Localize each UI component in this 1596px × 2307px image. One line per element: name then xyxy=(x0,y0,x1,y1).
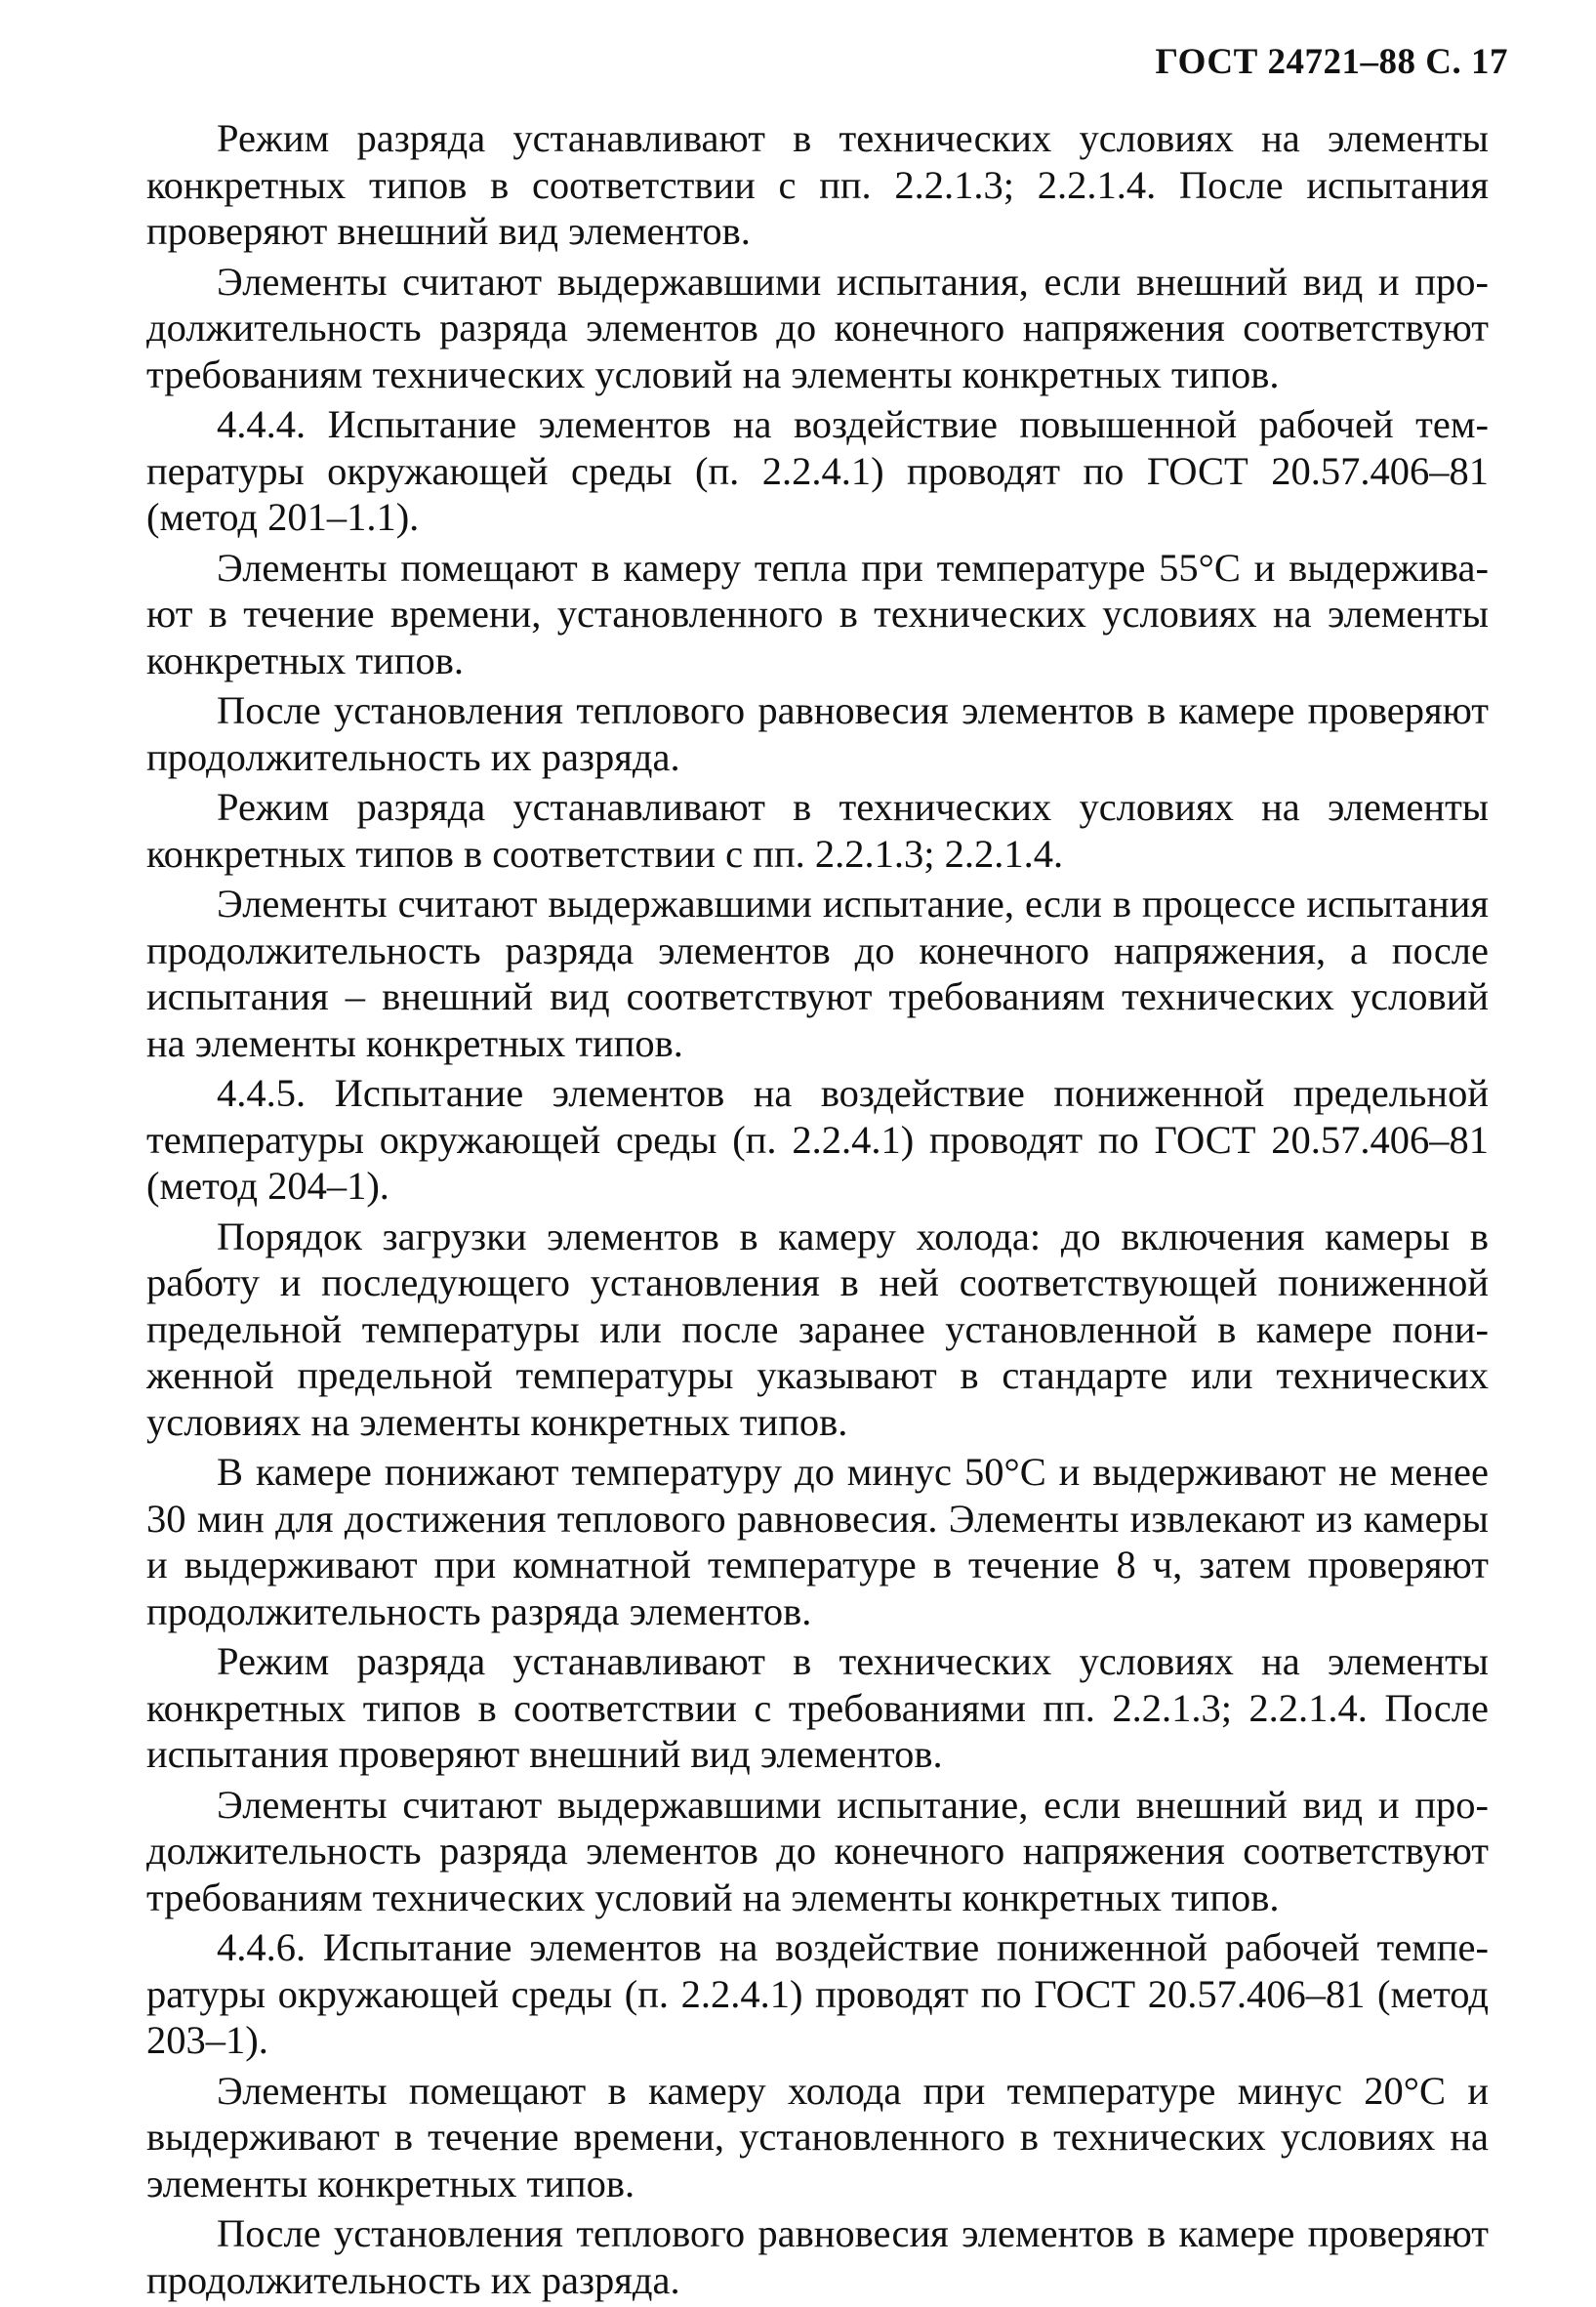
paragraph: 4.4.5. Испытание элементов на воздействие пониженной предельной температуры окружающей среды (п. 2.2.4.1) проводят по ГОСТ 20.57.406–81 (метод 204–1). xyxy=(146,1071,1489,1208)
paragraph: В камере понижают температуру до минус 50°С и выдерживают не менее 30 мин для достижения теплового равновесия. Элементы извлекают из камеры и выдерживают при комнатной температуре в течение 8 ч, затем проверяют продолжительность разряда элементов. xyxy=(146,1450,1489,1633)
paragraph: 4.4.6. Испытание элементов на воздействие пониженной рабочей температуры окружающей среды (п. 2.2.4.1) проводят по ГОСТ 20.57.406–81 (метод 203–1). xyxy=(146,1925,1489,2062)
paragraph: Элементы считают выдержавшими испытания, если внешний вид и продолжительность разряда элементов до конечного напряжения соответствуют требованиям технических условий на элементы конкретных типов. xyxy=(146,259,1489,396)
paragraph: Режим разряда устанавливают в технических условиях на элементы конкретных типов в соответствии с пп. 2.2.1.3; 2.2.1.4. xyxy=(146,785,1489,876)
paragraph: Элементы считают выдержавшими испытание, если внешний вид и продолжительность разряда элементов до конечного напряжения соответствуют требованиям технических условий на элементы конкретных типов. xyxy=(146,1782,1489,1919)
paragraph: После установления теплового равновесия элементов в камере проверяют продолжительность их разряда. xyxy=(146,2211,1489,2302)
paragraph: Порядок загрузки элементов в камеру холода: до включения камеры в работу и последующего установления в ней соответствующей пониженной предельной температуры или после заранее установленной в камере пониженной предельной температуры указывают в стандарте или технических условиях на элементы конкретных типов. xyxy=(146,1214,1489,1444)
paragraph: Элементы считают выдержавшими испытание, если в процессе испытания продолжительность разряда элементов до конечного напряжения, а после испытания – внешний вид соответствуют требованиям технических условий на элементы конкретных типов. xyxy=(146,882,1489,1065)
page-header: ГОСТ 24721–88 С. 17 xyxy=(1155,42,1508,82)
paragraph: Элементы помещают в камеру тепла при температуре 55°С и выдерживают в течение времени, установленного в технических условиях на элементы конкретных типов. xyxy=(146,545,1489,682)
document-body xyxy=(146,115,1489,2307)
paragraph: Режим разряда устанавливают в технических условиях на элементы конкретных типов в соответствии с требованиями пп. 2.2.1.3; 2.2.1.4. После испытания проверяют внешний вид элементов. xyxy=(146,1639,1489,1776)
paragraph: Режим разряда устанавливают в технических условиях на элементы конкретных типов в соответствии с пп. 2.2.1.3; 2.2.1.4. После испытания проверяют внешний вид элементов. xyxy=(146,116,1489,253)
paragraph: Элементы помещают в камеру холода при температуре минус 20°С и выдерживают в течение времени, установленного в технических условиях на элементы конкретных типов. xyxy=(146,2068,1489,2205)
paragraph: 4.4.4. Испытание элементов на воздействие повышенной рабочей температуры окружающей среды (п. 2.2.4.1) проводят по ГОСТ 20.57.406–81 (метод 201–1.1). xyxy=(146,402,1489,539)
paragraph: После установления теплового равновесия элементов в камере проверяют продолжительность их разряда. xyxy=(146,688,1489,779)
